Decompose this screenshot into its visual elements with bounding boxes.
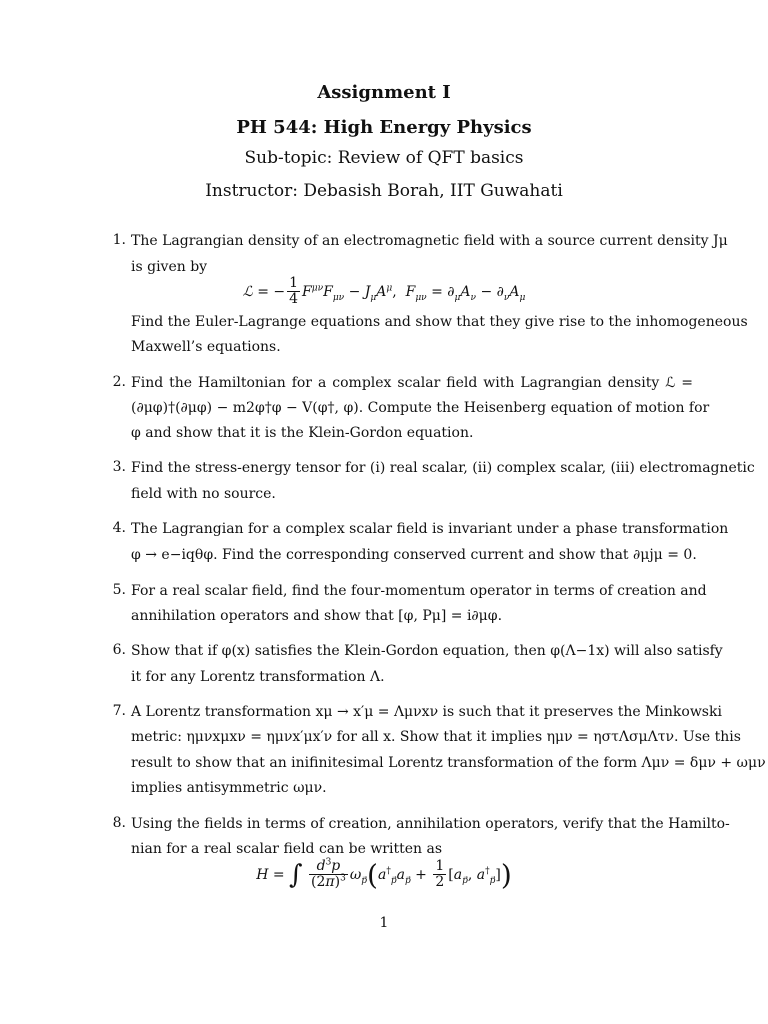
problem-4-line-2: φ → e−iqθφ. Find the corresponding conserved current and show that ∂μjμ = 0. xyxy=(131,547,697,563)
problem-1-line-4: Maxwell’s equations. xyxy=(131,339,281,355)
problem-4-line-1: The Lagrangian for a complex scalar field is invariant under a phase transformation xyxy=(131,521,729,537)
page-number: 1 xyxy=(379,915,389,931)
problem-4-number: 4. xyxy=(112,520,126,536)
course-title: PH 544: High Energy Physics xyxy=(236,117,532,138)
problem-5-line-1: For a real scalar field, find the four-momentum operator in terms of creation and xyxy=(131,583,707,599)
equation-1 xyxy=(0,275,768,307)
problem-2-line-3: φ and show that it is the Klein-Gordon equation. xyxy=(131,425,474,441)
problem-7-number: 7. xyxy=(112,703,126,719)
problem-8-number: 8. xyxy=(112,815,126,831)
problem-1-line-1: The Lagrangian density of an electromagnetic field with a source current density Jμ xyxy=(131,233,728,249)
problem-2-number: 2. xyxy=(112,374,126,390)
problem-2-line-1: Find the Hamiltonian for a complex scalar field with Lagrangian density ℒ = xyxy=(131,375,693,391)
problem-2-line-2: (∂μφ)†(∂μφ) − m2φ†φ − V(φ†, φ). Compute the Heisenberg equation of motion for xyxy=(131,400,710,416)
problem-1-number: 1. xyxy=(112,232,126,248)
equation-1-rendered: ℒ = − $\frac{1}{4}$ $F^{\mu\nu}F_{\mu\nu} - J_\mu A^\mu$, $F_{\mu\nu} = \partial_\mu A_\nu - \partial_\nu A_\mu$ xyxy=(242,275,526,307)
equation-8 xyxy=(0,858,768,900)
problem-7-line-3: result to show that an inifinitesimal Lorentz transformation of the form Λμν = δμν + ωμν xyxy=(131,755,766,771)
problem-7-line-4: implies antisymmetric ωμν. xyxy=(131,780,327,796)
problem-8-line-2: nian for a real scalar field can be written as xyxy=(131,841,443,857)
problem-7-line-1: A Lorentz transformation xμ → x′μ = Λμνxν is such that it preserves the Minkowski xyxy=(131,704,722,720)
problem-7-line-2: metric: ημνxμxν = ημνx′μx′ν for all x. Show that it implies ημν = ηστΛσμΛτν. Use this xyxy=(131,729,741,745)
problem-6-number: 6. xyxy=(112,642,126,658)
problem-6-line-2: it for any Lorentz transformation Λ. xyxy=(131,669,385,685)
problem-5-line-2: annihilation operators and show that [φ, Pμ] = i∂μφ. xyxy=(131,608,503,624)
problem-3-line-2: field with no source. xyxy=(131,486,276,502)
problem-1-line-3: Find the Euler-Lagrange equations and show that they give rise to the inhomogeneous xyxy=(131,314,748,330)
problem-6-line-1: Show that if φ(x) satisfies the Klein-Gordon equation, then φ(Λ−1x) will also satisfy xyxy=(131,643,723,659)
problem-3-number: 3. xyxy=(112,459,126,475)
equation-8-rendered: H = ∫ $\frac{d^3p}{(2\pi)^3}$ $\omega_p(a^\dagger_pa_p$ + $\frac{1}{2}$ [$a_p$, $a^\dagger_p$]) xyxy=(256,857,512,891)
problem-1-line-2: is given by xyxy=(131,259,208,275)
instructor-line: Instructor: Debasish Borah, IIT Guwahati xyxy=(205,181,563,201)
subtopic-line: Sub-topic: Review of QFT basics xyxy=(244,148,524,168)
problem-3-line-1: Find the stress-energy tensor for (i) real scalar, (ii) complex scalar, (iii) electromagnetic xyxy=(131,460,755,476)
assignment-title: Assignment I xyxy=(317,82,451,103)
problem-5-number: 5. xyxy=(112,582,126,598)
problem-8-line-1: Using the fields in terms of creation, annihilation operators, verify that the Hamilto- xyxy=(131,816,730,832)
